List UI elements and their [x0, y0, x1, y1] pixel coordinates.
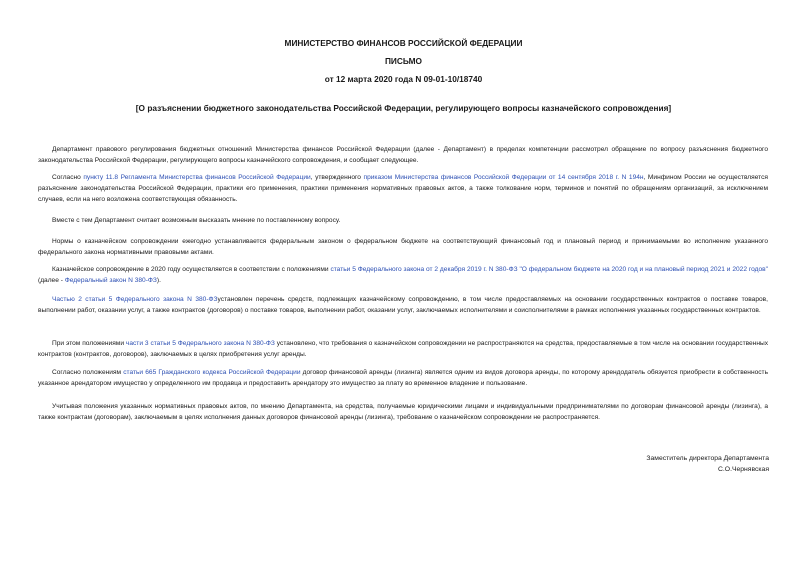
paragraph-5-text-b: (далее -: [38, 276, 65, 284]
document-type: ПИСЬМО: [384, 56, 423, 66]
paragraph-1: [38, 145, 768, 167]
paragraph-8-text-b: договор финансовой аренды (лизинга) является одним из видов договора аренды, по которому арендодатель обязуется приобрести в собственность указанное арендатором имущество у определенного им продавца и предоставить арендатору это имущество за плату во временное владение и пользование.: [38, 369, 768, 387]
ministry-title: МИНИСТЕРСТВО ФИНАНСОВ РОССИЙСКОЙ ФЕДЕРАЦИИ: [284, 38, 523, 48]
paragraph-6-text: установлен перечень средств, подлежащих казначейскому сопровождению, в том числе предоставляемых на основании государственных контрактов о поставке товаров, выполнении работ, оказании услуг, а также контрактов (договоров) о поставке товаров, выполнении работ, оказании услуг, заключаемых исполнителями и соисполнителями в рамках исполнения указанных государственных контрактов.: [38, 296, 768, 314]
paragraph-8-text-a: Согласно положениям: [52, 369, 124, 376]
paragraph-2-text-c: , Минфином России не осуществляется разъяснение законодательства Российской Федерации, практики его применения, практики применения нормативных правовых актов, а также толкование норм, терминов и понятий по обращениям организаций, за исключением случаев, если на него возложена соответствующая обязанность.: [38, 174, 768, 203]
paragraph-3-text: Вместе с тем Департамент считает возможным высказать мнение по поставленному вопросу.: [52, 217, 341, 224]
link-reglament-11-8[interactable]: пункту 11.8 Регламента Министерства финансов Российской Федерации: [83, 174, 311, 181]
paragraph-4: [38, 237, 768, 259]
paragraph-9: [38, 402, 768, 424]
link-part-3-article-5[interactable]: части 3 статьи 5 Федерального закона N 380-ФЗ: [125, 340, 275, 347]
paragraph-3: [38, 216, 768, 227]
link-civil-code-665[interactable]: статьи 665 Гражданского кодекса Российской Федерации: [123, 369, 301, 376]
paragraph-5-text-a: Казначейское сопровождение в 2020 году осуществляется в соответствии с положениями: [52, 266, 331, 273]
link-380fz[interactable]: Федеральный закон N 380-ФЗ: [64, 276, 157, 284]
paragraph-2-text-b: , утвержденного: [310, 174, 364, 181]
paragraph-8: [38, 368, 768, 390]
paragraph-4-text: Нормы о казначейском сопровождении ежегодно устанавливается федеральным законом о федеральном бюджете на соответствующий финансовый год и плановый период и принимаемыми во исполнение указанного федерального закона нормативными правовыми актами.: [38, 238, 768, 256]
link-part-2-article-5[interactable]: Частью 2 статьи 5 Федерального закона N 380-ФЗ: [52, 296, 218, 303]
paragraph-2-text-a: Согласно: [52, 174, 84, 181]
paragraph-9-text: Учитывая положения указанных нормативных правовых актов, по мнению Департамента, на средства, получаемые юридическими лицами и индивидуальными предпринимателями по договорам финансовой аренды (лизинга), а также контрактам (договорам), заключаемым в целях исполнения данных договоров финансовой аренды (лизинга), требование о казначейском сопровождении не распространяется.: [38, 403, 768, 421]
link-article-5-380fz[interactable]: статьи 5 Федерального закона от 2 декабря 2019 г. N 380-ФЗ "О федеральном бюджете на 2020 год и на плановый период 2021 и 2022 годов": [330, 266, 768, 273]
link-order-194n[interactable]: приказом Министерства финансов Российской Федерации от 14 сентября 2018 г. N 194н: [363, 174, 644, 181]
paragraph-2: [38, 173, 768, 205]
paragraph-5-text-c: ).: [156, 276, 161, 284]
signature-name: С.О.Чернявская: [717, 466, 769, 473]
paragraph-7-text-a: При этом положениями: [52, 340, 126, 347]
signature-block: [646, 453, 769, 475]
paragraph-7-text-b: установлено, что требования о казначейском сопровождении не распространяются на средства, предоставляемые в том числе на основании государственных контрактов (контрактов, договоров), заключаемых в целях приобретения услуг аренды.: [38, 340, 769, 358]
paragraph-1-text: Департамент правового регулирования бюджетных отношений Министерства финансов Российской Федерации (далее - Департамент) в пределах компетенции рассмотрел обращение по вопросу разъяснения бюджетного законодательства Российской Федерации, регулирующего вопросы казначейского сопровождения, и сообщает следующее.: [38, 146, 768, 164]
document-subject: [О разъяснении бюджетного законодательства Российской Федерации, регулирующего вопросы казначейского сопровождения]: [135, 103, 672, 113]
signature-position: Заместитель директора Департамента: [646, 455, 769, 462]
paragraph-7: [38, 339, 768, 361]
paragraph-5: [38, 265, 768, 287]
document-date-number: от 12 марта 2020 года N 09-01-10/18740: [324, 74, 483, 84]
paragraph-6: [38, 295, 768, 317]
